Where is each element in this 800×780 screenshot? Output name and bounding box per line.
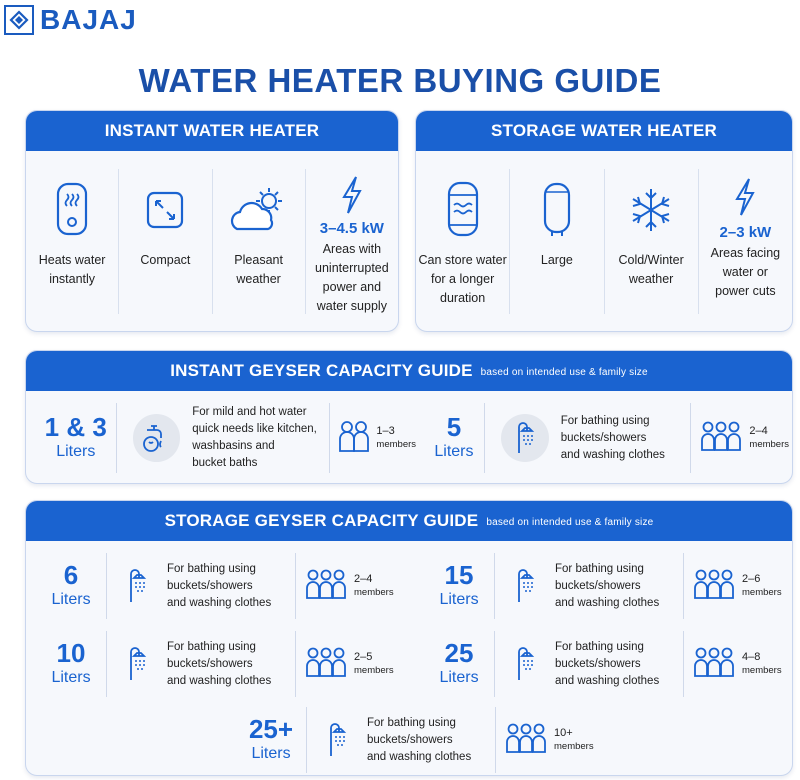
capacity-description <box>167 561 285 612</box>
lightning-icon <box>340 175 364 215</box>
shower-icon <box>501 568 549 604</box>
feature-text: instantly <box>49 272 96 286</box>
description-line: and washing clothes <box>555 674 660 687</box>
feature-large <box>510 169 604 314</box>
description-line: For bathing using <box>167 640 256 653</box>
pleasant-weather-icon <box>229 175 289 245</box>
brand-name: BAJAJ <box>40 4 137 35</box>
capacity-value <box>424 413 484 463</box>
capacity-unit: Liters <box>434 443 474 460</box>
divider <box>494 631 495 697</box>
capacity-item <box>236 707 596 773</box>
description-line: For bathing using <box>367 716 456 729</box>
divider <box>306 707 307 773</box>
description-line: buckets/showers <box>167 657 253 670</box>
feature-text: Areas with <box>322 242 382 256</box>
instant-capacity-subheading: based on intended use & family size <box>480 367 648 378</box>
capacity-value <box>236 715 306 765</box>
members-count <box>749 424 789 452</box>
description-line: and washing clothes <box>167 596 272 609</box>
capacity-unit: Liters <box>439 591 479 608</box>
instant-heater-card <box>25 110 399 332</box>
members-range: 2–5 <box>354 651 373 663</box>
capacity-item <box>424 553 784 619</box>
family-icon <box>338 419 370 458</box>
capacity-value <box>36 639 106 689</box>
capacity-item <box>36 403 416 473</box>
description-line: For bathing using <box>167 562 256 575</box>
description-line: buckets/showers <box>367 733 453 746</box>
members-count <box>354 572 394 600</box>
storage-tank-icon <box>446 175 480 245</box>
description-line: buckets/showers <box>555 657 641 670</box>
divider <box>295 631 296 697</box>
divider <box>484 403 485 473</box>
members-count <box>742 650 782 678</box>
storage-capacity-subheading: based on intended use & family size <box>486 517 654 528</box>
divider <box>116 403 117 473</box>
storage-heater-card <box>415 110 793 332</box>
feature-text: water supply <box>316 299 387 313</box>
divider <box>329 403 330 473</box>
divider <box>106 631 107 697</box>
divider <box>683 553 684 619</box>
description-line: washbasins and <box>192 440 275 452</box>
capacity-unit: Liters <box>51 591 91 608</box>
feature-text: Can store water <box>418 253 507 267</box>
divider <box>106 553 107 619</box>
instant-heater-heading: INSTANT WATER HEATER <box>26 111 398 151</box>
description-line: For bathing using <box>555 562 644 575</box>
feature-pleasant-weather <box>213 169 306 314</box>
instant-capacity-header <box>26 351 792 391</box>
capacity-value <box>36 413 116 463</box>
members-label: members <box>742 587 782 598</box>
shower-icon <box>501 646 549 682</box>
members-label: members <box>554 741 594 752</box>
shower-icon <box>313 722 361 758</box>
members-range: 1–3 <box>376 425 395 437</box>
page-title: WATER HEATER BUYING GUIDE <box>138 62 662 99</box>
snowflake-icon <box>627 175 675 245</box>
capacity-amount: 1 & 3 <box>44 412 107 442</box>
family-icon <box>306 568 346 605</box>
storage-capacity-card <box>25 500 793 776</box>
feature-text: for a longer <box>431 272 495 286</box>
feature-text: weather <box>236 272 281 286</box>
description-line: buckets/showers <box>167 579 253 592</box>
large-tank-icon <box>542 175 572 245</box>
power-rating: 2–3 kW <box>719 224 772 241</box>
family-icon <box>694 646 734 683</box>
feature-text: duration <box>440 291 486 305</box>
members-count <box>376 424 416 452</box>
family-icon <box>694 568 734 605</box>
feature-text: Heats water <box>38 253 106 267</box>
capacity-unit: Liters <box>251 745 291 762</box>
feature-text: Cold/Winter <box>618 253 684 267</box>
feature-text: Areas facing <box>710 246 781 260</box>
capacity-item <box>424 403 789 473</box>
capacity-amount: 5 <box>446 412 462 442</box>
shower-icon <box>113 568 161 604</box>
capacity-description <box>555 561 673 612</box>
description-line: For bathing using <box>560 414 650 427</box>
members-count <box>742 572 782 600</box>
capacity-value <box>36 561 106 611</box>
capacity-amount: 25+ <box>248 714 294 744</box>
capacity-amount: 10 <box>56 638 86 668</box>
description-line: quick needs like kitchen, <box>192 423 317 435</box>
capacity-description <box>167 639 285 690</box>
capacity-item <box>424 631 784 697</box>
shower-icon <box>501 414 549 462</box>
members-label: members <box>376 439 417 450</box>
feature-text: power and <box>322 280 382 294</box>
capacity-amount: 15 <box>444 560 474 590</box>
tap-icon <box>133 414 181 462</box>
members-label: members <box>354 665 394 676</box>
capacity-description <box>192 404 321 472</box>
feature-text: Pleasant <box>234 253 283 267</box>
feature-heats-instantly <box>26 169 119 314</box>
family-icon <box>306 646 346 683</box>
power-rating: 3–4.5 kW <box>319 220 384 237</box>
feature-power-instant <box>306 169 398 314</box>
feature-text: uninterrupted <box>315 261 389 275</box>
capacity-description <box>555 639 673 690</box>
members-label: members <box>742 665 782 676</box>
capacity-amount: 6 <box>63 560 79 590</box>
compact-icon <box>145 175 185 245</box>
feature-compact <box>119 169 212 314</box>
instant-capacity-card <box>25 350 793 484</box>
capacity-unit: Liters <box>56 443 96 460</box>
capacity-amount: 25 <box>444 638 474 668</box>
description-line: bucket baths <box>192 457 258 469</box>
bajaj-logo-icon <box>4 5 34 35</box>
capacity-unit: Liters <box>439 669 479 686</box>
capacity-item <box>36 631 396 697</box>
capacity-value <box>424 561 494 611</box>
capacity-unit: Liters <box>51 669 91 686</box>
family-icon <box>701 420 741 457</box>
capacity-value <box>424 639 494 689</box>
family-icon <box>506 722 546 759</box>
members-count <box>554 726 594 754</box>
members-label: members <box>749 439 789 450</box>
capacity-item <box>36 553 396 619</box>
storage-heater-heading: STORAGE WATER HEATER <box>416 111 792 151</box>
members-range: 2–4 <box>749 425 768 437</box>
members-label: members <box>354 587 394 598</box>
members-range: 4–8 <box>742 651 761 663</box>
instant-capacity-heading: INSTANT GEYSER CAPACITY GUIDE <box>170 361 473 380</box>
members-count <box>354 650 394 678</box>
divider <box>295 553 296 619</box>
capacity-description <box>561 413 681 464</box>
members-range: 10+ <box>554 727 573 739</box>
storage-capacity-header <box>26 501 792 541</box>
shower-icon <box>113 646 161 682</box>
feature-text: Compact <box>140 253 191 267</box>
description-line: and washing clothes <box>367 750 472 763</box>
storage-capacity-heading: STORAGE GEYSER CAPACITY GUIDE <box>164 511 479 530</box>
members-range: 2–6 <box>742 573 761 585</box>
divider <box>494 553 495 619</box>
description-line: and washing clothes <box>560 448 665 461</box>
feature-text: Large <box>540 253 573 267</box>
description-line: and washing clothes <box>167 674 272 687</box>
brand-logo[interactable] <box>4 4 137 36</box>
description-line: For bathing using <box>555 640 644 653</box>
description-line: For mild and hot water <box>192 406 307 418</box>
description-line: and washing clothes <box>555 596 660 609</box>
water-heater-icon <box>55 175 89 245</box>
members-range: 2–4 <box>354 573 373 585</box>
divider <box>495 707 496 773</box>
lightning-icon <box>733 175 757 219</box>
divider <box>690 403 691 473</box>
description-line: buckets/showers <box>555 579 641 592</box>
feature-text: power cuts <box>715 284 776 298</box>
feature-text: water or <box>722 265 768 279</box>
feature-power-storage <box>699 169 792 314</box>
capacity-description <box>367 715 485 766</box>
feature-cold-weather <box>605 169 699 314</box>
feature-store-water <box>416 169 510 314</box>
divider <box>683 631 684 697</box>
feature-text: weather <box>628 272 674 286</box>
description-line: buckets/showers <box>560 431 647 444</box>
